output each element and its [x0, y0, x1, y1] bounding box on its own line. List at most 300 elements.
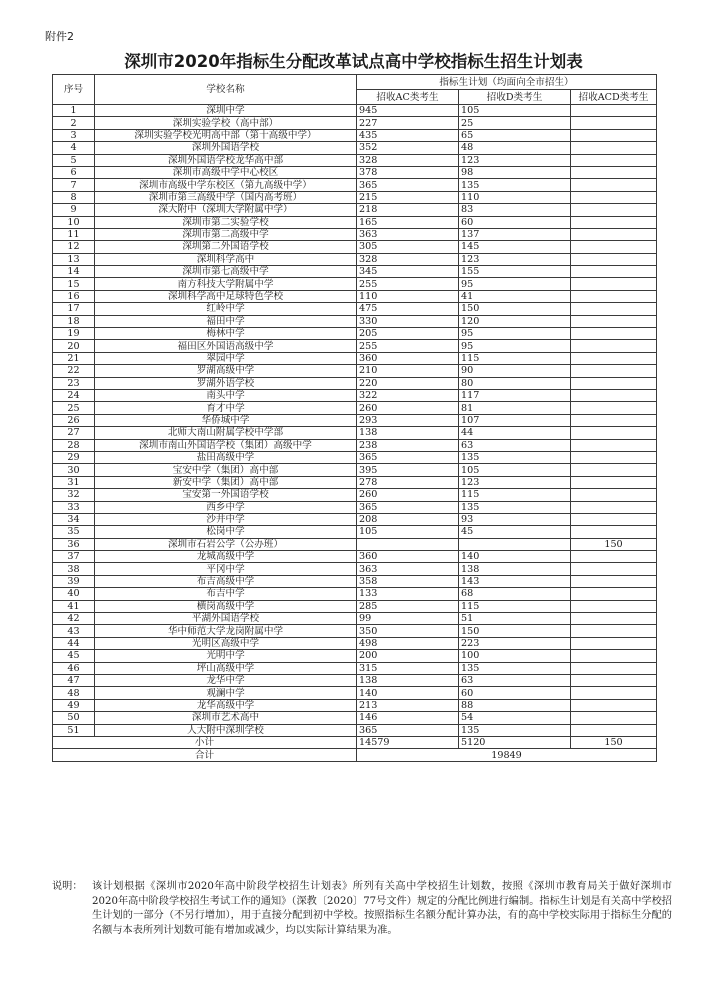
table-row — [53, 129, 657, 141]
row-ac-count: 315 — [357, 662, 459, 674]
row-school-name: 深圳市石岩公学（公办班） — [95, 538, 357, 550]
row-ac-count: 208 — [357, 513, 459, 525]
row-school-name: 盐田高级中学 — [95, 451, 357, 463]
row-acd-count — [571, 439, 657, 451]
row-ac-count: 238 — [357, 439, 459, 451]
row-index: 32 — [53, 489, 95, 501]
row-school-name: 深圳科学高中 — [95, 253, 357, 265]
table-row — [53, 724, 657, 736]
row-index: 36 — [53, 538, 95, 550]
row-school-name: 平冈中学 — [95, 563, 357, 575]
row-acd-count — [571, 377, 657, 389]
table-row — [53, 513, 657, 525]
table-row — [53, 290, 657, 302]
row-d-count: 123 — [459, 154, 571, 166]
row-school-name: 北师大南山附属学校中学部 — [95, 427, 357, 439]
row-school-name: 沙井中学 — [95, 513, 357, 525]
row-d-count: 117 — [459, 389, 571, 401]
row-d-count: 145 — [459, 241, 571, 253]
row-index: 39 — [53, 575, 95, 587]
row-index: 27 — [53, 427, 95, 439]
row-school-name: 松岗中学 — [95, 526, 357, 538]
table-row — [53, 662, 657, 674]
row-school-name: 坪山高级中学 — [95, 662, 357, 674]
row-ac-count: 260 — [357, 402, 459, 414]
row-ac-count: 328 — [357, 253, 459, 265]
row-ac-count: 278 — [357, 476, 459, 488]
row-acd-count — [571, 489, 657, 501]
row-school-name: 罗湖外语学校 — [95, 377, 357, 389]
row-index: 15 — [53, 278, 95, 290]
row-acd-count — [571, 724, 657, 736]
row-ac-count: 945 — [357, 105, 459, 117]
row-index: 31 — [53, 476, 95, 488]
table-row — [53, 526, 657, 538]
row-d-count: 68 — [459, 588, 571, 600]
row-school-name: 深圳市第二实验学校 — [95, 216, 357, 228]
row-d-count: 60 — [459, 687, 571, 699]
row-ac-count: 328 — [357, 154, 459, 166]
row-ac-count: 218 — [357, 204, 459, 216]
table-row — [53, 563, 657, 575]
row-index: 33 — [53, 501, 95, 513]
row-index: 12 — [53, 241, 95, 253]
row-school-name: 龙城高级中学 — [95, 551, 357, 563]
table-row — [53, 204, 657, 216]
table-row — [53, 389, 657, 401]
row-d-count: 60 — [459, 216, 571, 228]
row-school-name: 罗湖高级中学 — [95, 365, 357, 377]
row-acd-count — [571, 166, 657, 178]
row-ac-count: 138 — [357, 674, 459, 686]
row-ac-count: 360 — [357, 352, 459, 364]
row-acd-count — [571, 464, 657, 476]
table-row — [53, 117, 657, 129]
row-index: 5 — [53, 154, 95, 166]
row-school-name: 华侨城中学 — [95, 414, 357, 426]
row-acd-count — [571, 588, 657, 600]
row-school-name: 深圳实验学校（高中部） — [95, 117, 357, 129]
header-plan-group: 指标生计划（均面向全市招生） — [357, 75, 657, 90]
row-index: 49 — [53, 699, 95, 711]
row-school-name: 红岭中学 — [95, 303, 357, 315]
document-title: 深圳市2020年指标生分配改革试点高中学校指标生招生计划表 — [124, 52, 583, 71]
row-ac-count: 99 — [357, 613, 459, 625]
row-index: 41 — [53, 600, 95, 612]
row-acd-count — [571, 637, 657, 649]
row-ac-count: 378 — [357, 166, 459, 178]
row-acd-count — [571, 427, 657, 439]
row-d-count: 135 — [459, 451, 571, 463]
row-index: 8 — [53, 191, 95, 203]
row-school-name: 宝安第一外国语学校 — [95, 489, 357, 501]
table-row — [53, 228, 657, 240]
row-index: 48 — [53, 687, 95, 699]
row-d-count: 115 — [459, 489, 571, 501]
row-school-name: 横岗高级中学 — [95, 600, 357, 612]
table-row — [53, 365, 657, 377]
row-acd-count — [571, 674, 657, 686]
row-index: 45 — [53, 650, 95, 662]
row-acd-count — [571, 129, 657, 141]
row-ac-count: 200 — [357, 650, 459, 662]
table-row — [53, 414, 657, 426]
row-d-count: 140 — [459, 551, 571, 563]
row-ac-count: 210 — [357, 365, 459, 377]
row-ac-count: 365 — [357, 179, 459, 191]
row-ac-count: 365 — [357, 501, 459, 513]
total-value: 19849 — [357, 749, 657, 761]
row-index: 37 — [53, 551, 95, 563]
row-d-count: 115 — [459, 600, 571, 612]
row-acd-count — [571, 117, 657, 129]
row-acd-count — [571, 340, 657, 352]
total-row — [53, 749, 657, 761]
row-index: 6 — [53, 166, 95, 178]
row-ac-count: 363 — [357, 563, 459, 575]
row-school-name: 龙华高级中学 — [95, 699, 357, 711]
row-ac-count: 322 — [357, 389, 459, 401]
table-row — [53, 340, 657, 352]
row-d-count: 135 — [459, 501, 571, 513]
row-d-count: 98 — [459, 166, 571, 178]
row-index: 9 — [53, 204, 95, 216]
row-index: 26 — [53, 414, 95, 426]
row-acd-count — [571, 154, 657, 166]
row-school-name: 南方科技大学附属中学 — [95, 278, 357, 290]
table-row — [53, 451, 657, 463]
row-ac-count: 345 — [357, 266, 459, 278]
table-body — [53, 105, 657, 737]
row-d-count: 115 — [459, 352, 571, 364]
row-school-name: 观澜中学 — [95, 687, 357, 699]
row-d-count: 25 — [459, 117, 571, 129]
table-row — [53, 427, 657, 439]
row-school-name: 华中师范大学龙岗附属中学 — [95, 625, 357, 637]
row-ac-count: 213 — [357, 699, 459, 711]
row-d-count: 150 — [459, 303, 571, 315]
row-index: 17 — [53, 303, 95, 315]
row-school-name: 翠园中学 — [95, 352, 357, 364]
row-school-name: 深圳实验学校光明高中部（第十高级中学） — [95, 129, 357, 141]
row-index: 22 — [53, 365, 95, 377]
table-row — [53, 575, 657, 587]
row-acd-count — [571, 204, 657, 216]
row-ac-count: 285 — [357, 600, 459, 612]
row-acd-count — [571, 513, 657, 525]
row-d-count: 45 — [459, 526, 571, 538]
subtotal-ac: 14579 — [357, 736, 459, 748]
row-school-name: 福田中学 — [95, 315, 357, 327]
row-acd-count — [571, 712, 657, 724]
row-ac-count: 350 — [357, 625, 459, 637]
subtotal-row — [53, 736, 657, 748]
table-row — [53, 712, 657, 724]
row-d-count: 95 — [459, 278, 571, 290]
table-row — [53, 179, 657, 191]
subtotal-label: 小计 — [53, 736, 357, 748]
row-acd-count — [571, 662, 657, 674]
row-acd-count — [571, 142, 657, 154]
row-acd-count — [571, 303, 657, 315]
row-d-count: 120 — [459, 315, 571, 327]
row-d-count: 138 — [459, 563, 571, 575]
row-ac-count: 255 — [357, 340, 459, 352]
row-acd-count — [571, 352, 657, 364]
row-index: 2 — [53, 117, 95, 129]
row-d-count: 83 — [459, 204, 571, 216]
header-d: 招收D类考生 — [459, 90, 571, 105]
row-acd-count: 150 — [571, 538, 657, 550]
row-ac-count: 363 — [357, 228, 459, 240]
table-row — [53, 588, 657, 600]
row-index: 16 — [53, 290, 95, 302]
row-acd-count — [571, 241, 657, 253]
row-index: 44 — [53, 637, 95, 649]
row-index: 42 — [53, 613, 95, 625]
row-d-count: 95 — [459, 340, 571, 352]
row-acd-count — [571, 266, 657, 278]
table-row — [53, 166, 657, 178]
row-ac-count: 138 — [357, 427, 459, 439]
row-acd-count — [571, 699, 657, 711]
row-acd-count — [571, 451, 657, 463]
row-acd-count — [571, 253, 657, 265]
row-ac-count: 330 — [357, 315, 459, 327]
row-index: 24 — [53, 389, 95, 401]
table-row — [53, 625, 657, 637]
row-index: 21 — [53, 352, 95, 364]
row-school-name: 深圳科学高中足球特色学校 — [95, 290, 357, 302]
table-row — [53, 266, 657, 278]
row-school-name: 龙华中学 — [95, 674, 357, 686]
row-ac-count: 305 — [357, 241, 459, 253]
row-d-count: 155 — [459, 266, 571, 278]
row-d-count: 81 — [459, 402, 571, 414]
row-ac-count: 205 — [357, 328, 459, 340]
row-index: 10 — [53, 216, 95, 228]
row-index: 1 — [53, 105, 95, 117]
row-index: 4 — [53, 142, 95, 154]
row-d-count: 44 — [459, 427, 571, 439]
table-row — [53, 538, 657, 550]
subtotal-acd: 150 — [571, 736, 657, 748]
row-ac-count — [357, 538, 459, 550]
row-acd-count — [571, 575, 657, 587]
row-acd-count — [571, 414, 657, 426]
row-acd-count — [571, 191, 657, 203]
row-d-count: 63 — [459, 439, 571, 451]
table-row — [53, 687, 657, 699]
row-school-name: 宝安中学（集团）高中部 — [95, 464, 357, 476]
row-school-name: 深圳市艺术高中 — [95, 712, 357, 724]
row-school-name: 光明区高级中学 — [95, 637, 357, 649]
row-d-count: 135 — [459, 179, 571, 191]
row-school-name: 深圳外国语学校龙华高中部 — [95, 154, 357, 166]
row-acd-count — [571, 290, 657, 302]
row-acd-count — [571, 563, 657, 575]
row-index: 40 — [53, 588, 95, 600]
table-row — [53, 303, 657, 315]
row-acd-count — [571, 501, 657, 513]
row-acd-count — [571, 600, 657, 612]
row-index: 20 — [53, 340, 95, 352]
row-acd-count — [571, 625, 657, 637]
row-index: 29 — [53, 451, 95, 463]
row-acd-count — [571, 613, 657, 625]
row-index: 28 — [53, 439, 95, 451]
row-index: 13 — [53, 253, 95, 265]
row-d-count: 65 — [459, 129, 571, 141]
row-school-name: 福田区外国语高级中学 — [95, 340, 357, 352]
table-row — [53, 154, 657, 166]
table-row — [53, 637, 657, 649]
row-index: 35 — [53, 526, 95, 538]
table-row — [53, 650, 657, 662]
row-ac-count: 358 — [357, 575, 459, 587]
row-ac-count: 255 — [357, 278, 459, 290]
row-school-name: 人大附中深圳学校 — [95, 724, 357, 736]
row-school-name: 深圳中学 — [95, 105, 357, 117]
row-acd-count — [571, 389, 657, 401]
row-index: 38 — [53, 563, 95, 575]
row-d-count: 88 — [459, 699, 571, 711]
table-row — [53, 105, 657, 117]
row-ac-count: 215 — [357, 191, 459, 203]
row-ac-count: 146 — [357, 712, 459, 724]
row-index: 50 — [53, 712, 95, 724]
table-row — [53, 377, 657, 389]
note-text: 该计划根据《深圳市2020年高中阶段学校招生计划表》所列有关高中学校招生计划数，按照《深圳市教育局关于做好深圳市2020年高中阶段学校招生考试工作的通知》（深教〔2020〕77号文件）规定的分配比例进行编制。指标生计划是有关高中学校招生计划的一部分（不另行增加），用于直接分配到初中学校。按照指标生名额分配计算办法，有的高中学校实际用于指标生分配的名额与本表所列计划数可能有增加或减少，均以实际计算结果为准。 — [92, 881, 672, 936]
header-school: 学校名称 — [95, 75, 357, 105]
enrollment-plan-table — [52, 74, 657, 762]
row-d-count: 80 — [459, 377, 571, 389]
row-acd-count — [571, 476, 657, 488]
table-row — [53, 315, 657, 327]
table-row — [53, 489, 657, 501]
subtotal-d: 5120 — [459, 736, 571, 748]
row-school-name: 深圳第二外国语学校 — [95, 241, 357, 253]
header-index: 序号 — [53, 75, 95, 105]
table-row — [53, 216, 657, 228]
row-school-name: 西乡中学 — [95, 501, 357, 513]
row-index: 7 — [53, 179, 95, 191]
row-school-name: 深圳市第二高级中学 — [95, 228, 357, 240]
row-ac-count: 435 — [357, 129, 459, 141]
row-index: 25 — [53, 402, 95, 414]
row-d-count: 135 — [459, 662, 571, 674]
row-school-name: 深圳市第三高级中学（国内高考班） — [95, 191, 357, 203]
row-index: 43 — [53, 625, 95, 637]
table-row — [53, 613, 657, 625]
row-ac-count: 360 — [357, 551, 459, 563]
row-school-name: 光明中学 — [95, 650, 357, 662]
row-ac-count: 105 — [357, 526, 459, 538]
row-school-name: 深圳外国语学校 — [95, 142, 357, 154]
row-d-count: 93 — [459, 513, 571, 525]
table-header-row — [53, 75, 657, 90]
row-index: 18 — [53, 315, 95, 327]
row-index: 14 — [53, 266, 95, 278]
row-index: 3 — [53, 129, 95, 141]
row-acd-count — [571, 328, 657, 340]
row-acd-count — [571, 228, 657, 240]
row-ac-count: 227 — [357, 117, 459, 129]
header-ac: 招收AC类考生 — [357, 90, 459, 105]
row-d-count: 41 — [459, 290, 571, 302]
table-row — [53, 551, 657, 563]
row-ac-count: 140 — [357, 687, 459, 699]
row-index: 46 — [53, 662, 95, 674]
row-index: 19 — [53, 328, 95, 340]
table-row — [53, 253, 657, 265]
row-d-count: 123 — [459, 476, 571, 488]
row-acd-count — [571, 216, 657, 228]
row-school-name: 平湖外国语学校 — [95, 613, 357, 625]
row-ac-count: 498 — [357, 637, 459, 649]
row-d-count: 150 — [459, 625, 571, 637]
row-school-name: 深大附中（深圳大学附属中学） — [95, 204, 357, 216]
row-d-count: 90 — [459, 365, 571, 377]
row-acd-count — [571, 526, 657, 538]
row-acd-count — [571, 365, 657, 377]
table-row — [53, 600, 657, 612]
row-acd-count — [571, 650, 657, 662]
row-d-count: 107 — [459, 414, 571, 426]
row-d-count: 137 — [459, 228, 571, 240]
table-row — [53, 352, 657, 364]
header-acd: 招收ACD类考生 — [571, 90, 657, 105]
row-d-count: 100 — [459, 650, 571, 662]
row-d-count: 123 — [459, 253, 571, 265]
row-d-count: 110 — [459, 191, 571, 203]
row-d-count: 51 — [459, 613, 571, 625]
row-ac-count: 352 — [357, 142, 459, 154]
note-label: 说明： — [52, 881, 83, 892]
row-acd-count — [571, 402, 657, 414]
row-d-count: 54 — [459, 712, 571, 724]
row-d-count: 143 — [459, 575, 571, 587]
row-acd-count — [571, 315, 657, 327]
row-ac-count: 220 — [357, 377, 459, 389]
row-ac-count: 165 — [357, 216, 459, 228]
row-school-name: 深圳市高级中学中心校区 — [95, 166, 357, 178]
row-ac-count: 110 — [357, 290, 459, 302]
row-acd-count — [571, 687, 657, 699]
table-row — [53, 476, 657, 488]
row-school-name: 梅林中学 — [95, 328, 357, 340]
explanation-note — [52, 880, 672, 938]
row-acd-count — [571, 105, 657, 117]
row-index: 34 — [53, 513, 95, 525]
table-row — [53, 699, 657, 711]
row-school-name: 深圳市第七高级中学 — [95, 266, 357, 278]
row-acd-count — [571, 278, 657, 290]
row-school-name: 南头中学 — [95, 389, 357, 401]
table-row — [53, 278, 657, 290]
row-index: 30 — [53, 464, 95, 476]
table-row — [53, 402, 657, 414]
row-ac-count: 293 — [357, 414, 459, 426]
row-d-count: 223 — [459, 637, 571, 649]
table-row — [53, 464, 657, 476]
row-d-count: 105 — [459, 105, 571, 117]
table-row — [53, 501, 657, 513]
table-row — [53, 241, 657, 253]
row-index: 47 — [53, 674, 95, 686]
table-row — [53, 191, 657, 203]
row-school-name: 深圳市高级中学东校区（第九高级中学） — [95, 179, 357, 191]
